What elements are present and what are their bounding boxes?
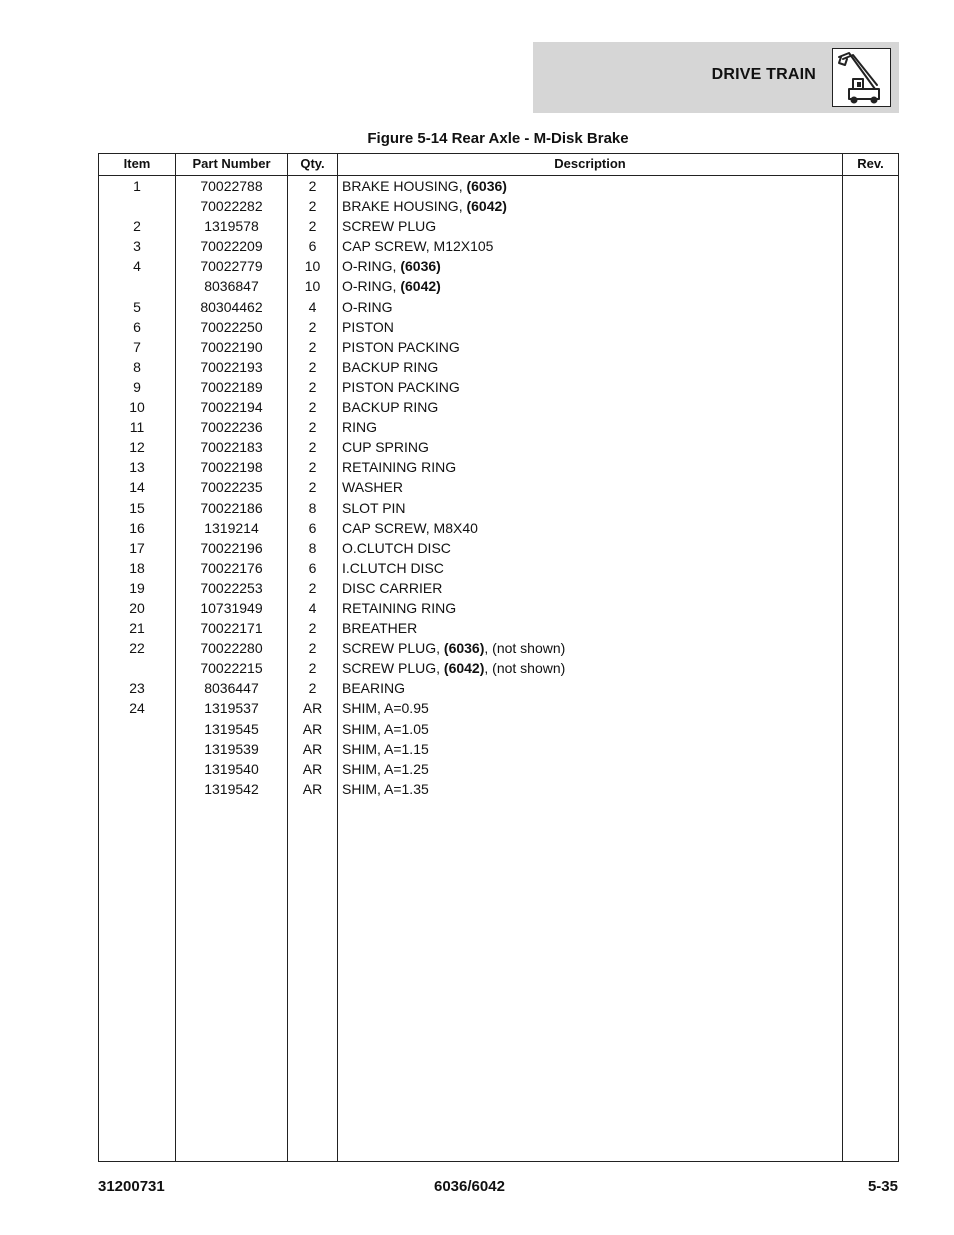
item-number: 15 [129,499,145,516]
quantity: AR [302,700,323,717]
description [342,558,842,578]
part-number: 1319545 [204,720,259,737]
item-number: 14 [129,479,145,496]
quantity: 2 [308,378,317,395]
description-model: (6042) [443,660,485,677]
part-number: 70022176 [200,559,263,576]
description [342,498,842,518]
description-text: DISC CARRIER [342,579,443,596]
description-text: SHIM, A=0.95 [342,700,429,717]
quantity: 2 [308,640,317,657]
part-number: 70022215 [200,660,263,677]
quantity: AR [302,760,323,777]
item-number: 19 [129,579,145,596]
description [342,538,842,558]
table-row [99,216,898,236]
column-header-rev: Rev. [857,156,884,171]
part-number: 70022193 [200,358,263,375]
table-row [99,658,898,678]
item-number: 17 [129,539,145,556]
description-text: BACKUP RING [342,399,439,416]
part-number: 70022194 [200,399,263,416]
part-number: 1319537 [204,700,259,717]
section-header [533,42,899,113]
part-number: 70022236 [200,419,263,436]
part-number: 8036447 [204,680,259,697]
part-number: 10731949 [200,599,263,616]
description-text: CAP SCREW, M8X40 [342,519,478,536]
column-header-part-number: Part Number [192,156,271,171]
description [342,297,842,317]
part-number: 70022235 [200,479,263,496]
description-text: BACKUP RING [342,358,439,375]
quantity: 8 [308,499,317,516]
item-number: 16 [129,519,145,536]
table-row [99,256,898,276]
quantity: 6 [308,519,317,536]
description [342,678,842,698]
description [342,739,842,759]
description-text: BEARING [342,680,406,697]
table-row [99,538,898,558]
document-number: 31200731 [98,1178,165,1195]
table-row [99,578,898,598]
part-number: 70022250 [200,318,263,335]
table-row [99,397,898,417]
description [342,598,842,618]
description [342,417,842,437]
description [342,236,842,256]
item-number: 5 [133,298,141,315]
table-row [99,739,898,759]
column-header-qty: Qty. [300,156,325,171]
model-number: 6036/6042 [434,1178,505,1195]
description-note: , (not shown) [484,660,566,677]
table-row [99,558,898,578]
table-row [99,317,898,337]
table-row [99,457,898,477]
section-title: DRIVE TRAIN [711,66,816,83]
quantity: AR [302,740,323,757]
description [342,317,842,337]
description-model: (6036) [443,640,485,657]
part-number: 70022189 [200,378,263,395]
quantity: 4 [308,298,317,315]
description [342,638,842,658]
description [342,337,842,357]
table-row [99,276,898,296]
part-number: 1319539 [204,740,259,757]
description [342,397,842,417]
description-text: I.CLUTCH DISC [342,559,444,576]
item-number: 10 [129,399,145,416]
table-row [99,678,898,698]
description [342,216,842,236]
description-text: BREATHER [342,620,418,637]
table-row [99,477,898,497]
table-row [99,598,898,618]
item-number: 23 [129,680,145,697]
part-number: 70022282 [200,198,263,215]
item-number: 9 [133,378,141,395]
description-text: CUP SPRING [342,439,429,456]
quantity: 6 [308,238,317,255]
part-number: 70022196 [200,539,263,556]
item-number: 20 [129,599,145,616]
quantity: 10 [304,278,321,295]
part-number: 1319542 [204,780,259,797]
table-row [99,779,898,799]
quantity: 2 [308,680,317,697]
description-text: BRAKE HOUSING, [342,178,467,194]
part-number: 8036847 [204,278,259,295]
table-row [99,417,898,437]
part-number: 1319214 [204,519,259,536]
description [342,719,842,739]
description-text: SLOT PIN [342,499,406,516]
quantity: 2 [308,198,317,215]
table-row [99,618,898,638]
table-row [99,698,898,718]
description [342,779,842,799]
table-row [99,297,898,317]
quantity: 2 [308,660,317,677]
description-text: SCREW PLUG, [342,660,444,677]
description-text: PISTON PACKING [342,338,460,355]
table-body [99,176,898,799]
description [342,377,842,397]
quantity: 2 [308,218,317,235]
table-row [99,638,898,658]
table-row [99,377,898,397]
quantity: 2 [308,318,317,335]
description-text: RETAINING RING [342,459,457,476]
description-text: WASHER [342,479,403,496]
quantity: 6 [308,559,317,576]
description-text: O-RING, [342,278,401,295]
table-row [99,719,898,739]
description [342,759,842,779]
description [342,658,842,678]
item-number: 8 [133,358,141,375]
part-number: 70022253 [200,579,263,596]
part-number: 70022788 [200,178,263,194]
item-number: 21 [129,620,145,637]
item-number: 3 [133,238,141,255]
quantity: 2 [308,459,317,476]
item-number: 18 [129,559,145,576]
part-number: 70022209 [200,238,263,255]
description-text: O-RING, [342,258,401,275]
column-header-description: Description [554,156,626,171]
description [342,698,842,718]
description-text: SCREW PLUG, [342,640,444,657]
item-number: 11 [129,419,145,436]
part-number: 70022186 [200,499,263,516]
quantity: 2 [308,338,317,355]
item-number: 13 [129,459,145,476]
description [342,357,842,377]
description-model: (6042) [400,278,441,295]
description [342,196,842,216]
quantity: 10 [304,258,321,275]
description-text: PISTON [342,318,394,335]
description [342,276,842,296]
description-text: O-RING [342,298,393,315]
quantity: 2 [308,479,317,496]
description [342,256,842,276]
page-number: 5-35 [867,1178,898,1195]
table-row [99,176,898,196]
table-row [99,337,898,357]
quantity: 2 [308,358,317,375]
item-number: 4 [133,258,141,275]
description [342,437,842,457]
quantity: AR [302,780,323,797]
table-row [99,357,898,377]
description [342,618,842,638]
table-row [99,236,898,256]
parts-table [98,153,899,1162]
part-number: 70022280 [200,640,263,657]
boom-lift-machine-icon [832,48,891,107]
quantity: 2 [308,620,317,637]
item-number: 1 [133,178,141,194]
quantity: 2 [308,419,317,436]
item-number: 6 [133,318,141,335]
part-number: 70022183 [200,439,263,456]
quantity: 2 [308,178,317,194]
quantity: 2 [308,439,317,456]
table-row [99,518,898,538]
table-row [99,498,898,518]
table-row [99,196,898,216]
quantity: 8 [308,539,317,556]
item-number: 24 [129,700,145,717]
table-row [99,759,898,779]
description-text: SHIM, A=1.15 [342,740,429,757]
description [342,457,842,477]
description-text: RING [342,419,377,436]
part-number: 1319540 [204,760,259,777]
figure-title: Figure 5-14 Rear Axle - M-Disk Brake [367,130,629,147]
description-text: SHIM, A=1.35 [342,780,429,797]
description-text: CAP SCREW, M12X105 [342,238,494,255]
quantity: 2 [308,399,317,416]
item-number: 12 [129,439,145,456]
description [342,176,842,196]
part-number: 70022198 [200,459,263,476]
description [342,518,842,538]
description-text: O.CLUTCH DISC [342,539,451,556]
description-text: BRAKE HOUSING, [342,198,467,215]
description-model: (6036) [466,178,507,194]
table-row [99,437,898,457]
description-model: (6036) [400,258,441,275]
part-number: 80304462 [200,298,263,315]
item-number: 2 [133,218,141,235]
part-number: 70022190 [200,338,263,355]
part-number: 1319578 [204,218,259,235]
quantity: AR [302,720,323,737]
description [342,578,842,598]
quantity: 4 [308,599,317,616]
description-text: RETAINING RING [342,599,457,616]
item-number: 22 [129,640,145,657]
description-text: SHIM, A=1.05 [342,720,429,737]
column-header-item: Item [123,156,151,171]
description-note: , (not shown) [484,640,566,657]
description-model: (6042) [466,198,507,215]
description-text: PISTON PACKING [342,378,460,395]
description-text: SHIM, A=1.25 [342,760,429,777]
part-number: 70022779 [200,258,263,275]
part-number: 70022171 [200,620,263,637]
description-text: SCREW PLUG [342,218,437,235]
item-number: 7 [133,338,141,355]
description [342,477,842,497]
quantity: 2 [308,579,317,596]
